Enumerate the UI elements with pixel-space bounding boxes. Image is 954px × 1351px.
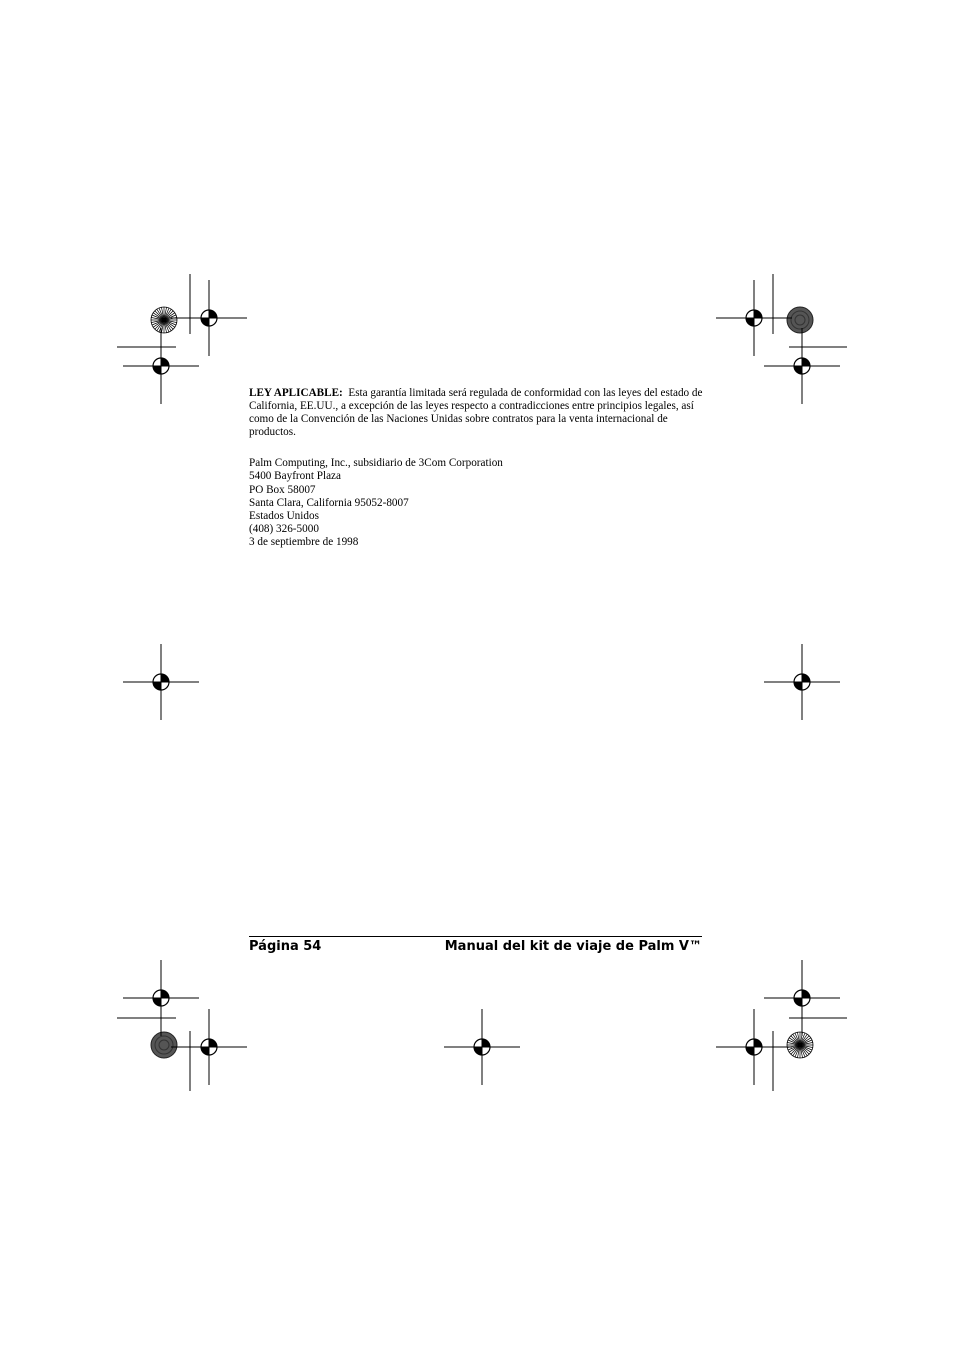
page-footer <box>249 938 702 956</box>
legal-heading: LEY APLICABLE: <box>249 387 343 399</box>
address-line: (408) 326-5000 <box>249 522 319 535</box>
footer-divider <box>249 936 702 937</box>
manual-title: Manual del kit de viaje de Palm V™ <box>444 939 702 954</box>
address-line: Palm Computing, Inc., subsidiario de 3Com Corporation <box>249 457 503 470</box>
legal-text: Esta garantía limitada será regulada de conformidad con las leyes del estado de California, EE.UU., a excepción de las leyes respecto a contradicciones entre principios legales, así como de la Convención de las Naciones Unidas sobre contratos para la venta internacional de productos. <box>249 387 703 439</box>
address-line: Estados Unidos <box>249 509 319 522</box>
address-line: 5400 Bayfront Plaza <box>249 470 341 483</box>
legal-paragraph <box>249 387 704 439</box>
main-content <box>249 387 704 549</box>
page-number: Página 54 <box>249 939 322 954</box>
address-block <box>249 457 704 549</box>
address-line: Santa Clara, California 95052-8007 <box>249 496 409 509</box>
address-line: PO Box 58007 <box>249 483 316 496</box>
address-date: 3 de septiembre de 1998 <box>249 535 359 548</box>
